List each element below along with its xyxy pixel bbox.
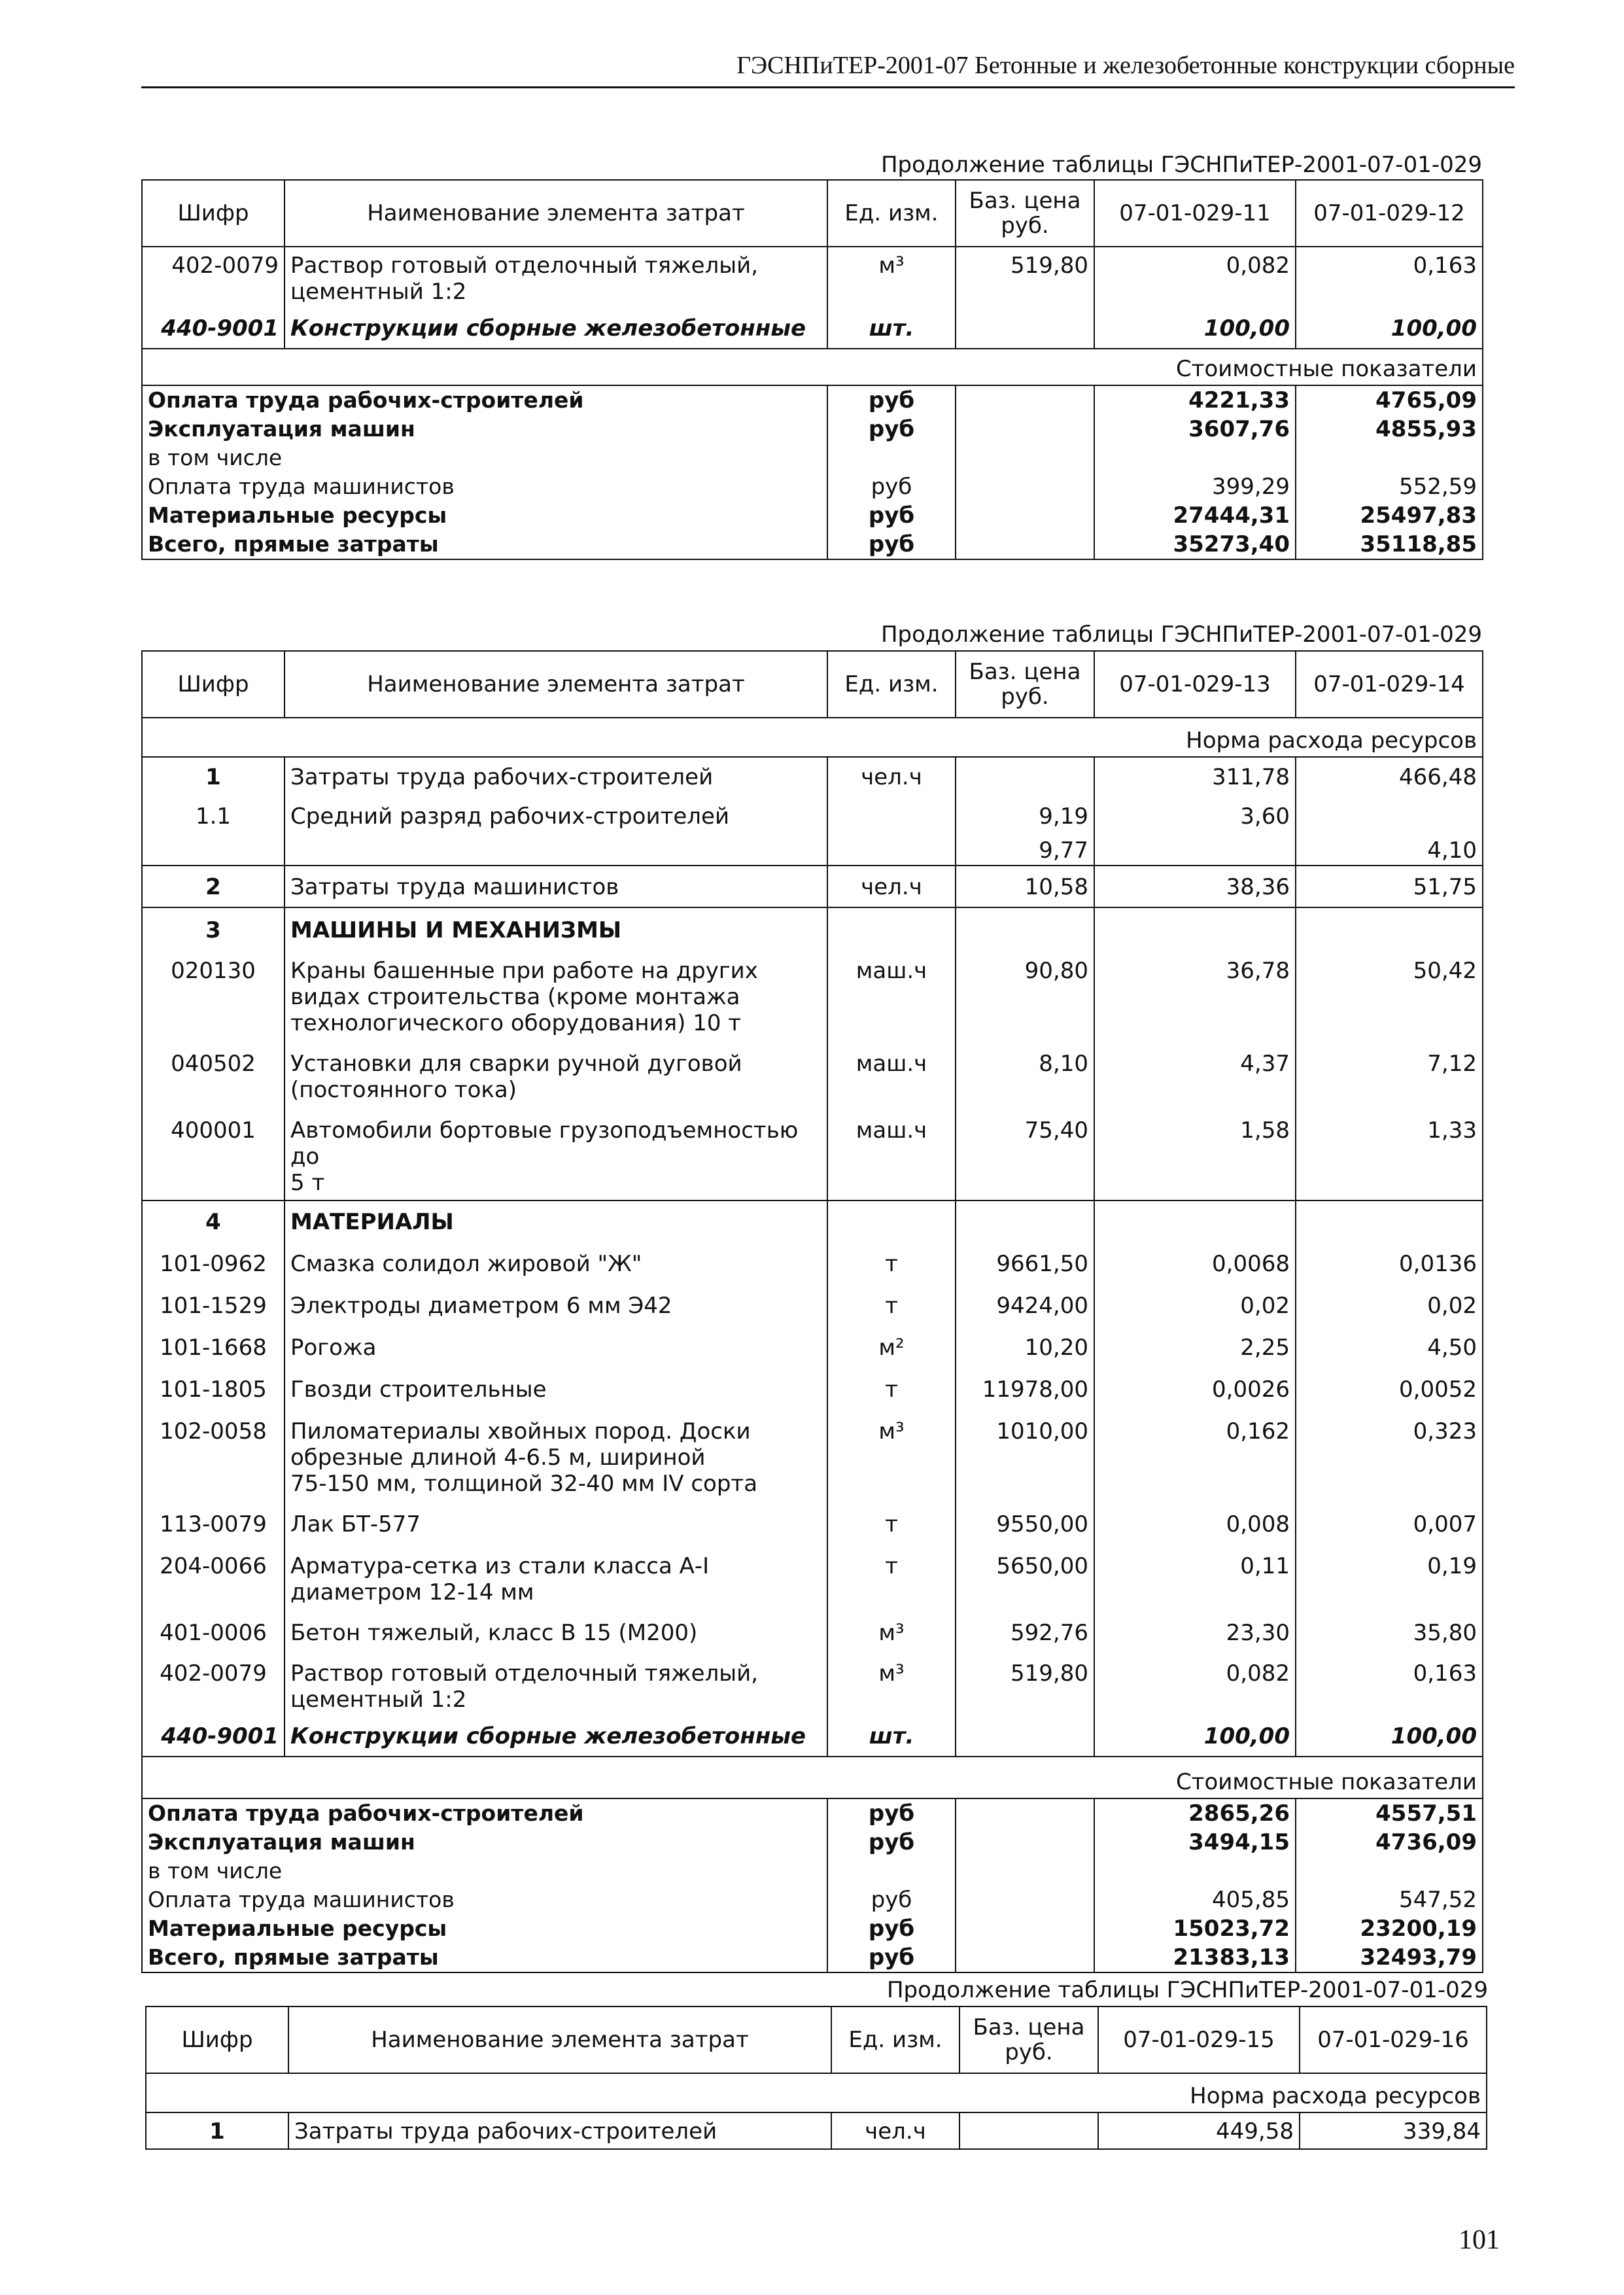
table-row: 101-1805 Гвозди строительные т 11978,00 0,0026 0,0052 bbox=[142, 1362, 1483, 1404]
header-col-b: 07-01-029-14 bbox=[1296, 651, 1483, 718]
table-row: 040502 Установки для сварки ручной дуговой (постоянного тока) маш.ч 8,10 4,37 7,12 bbox=[142, 1038, 1483, 1104]
cost-row: в том числе bbox=[142, 444, 1483, 472]
table3-header-row bbox=[146, 2006, 1487, 2073]
table1-header-row bbox=[142, 180, 1483, 247]
cost-row: Всего, прямые затраты руб 35273,40 35118,85 bbox=[142, 530, 1483, 559]
header-name: Наименование элемента затрат bbox=[285, 651, 827, 718]
machines-title-row: 3 МАШИНЫ И МЕХАНИЗМЫ bbox=[142, 907, 1483, 945]
table-row: 440-9001 Конструкции сборные железобетонные шт. 100,00 100,00 bbox=[142, 1714, 1483, 1757]
table-row: 1.1 Средний разряд рабочих-строителей 9,19 3,60 bbox=[142, 792, 1483, 831]
cost-row: Материальные ресурсы руб 15023,72 23200,19 bbox=[142, 1914, 1483, 1943]
header-price: Баз. цена руб. bbox=[956, 651, 1094, 718]
table-row: 9,77 4,10 bbox=[142, 831, 1483, 866]
table-row: 402-0079 Раствор готовый отделочный тяжелый, цементный 1:2 м³ 519,80 0,082 0,163 bbox=[142, 247, 1483, 306]
header-price: Баз. цена руб. bbox=[959, 2006, 1098, 2073]
header-code: Шифр bbox=[146, 2006, 288, 2073]
header-col-a: 07-01-029-15 bbox=[1098, 2006, 1300, 2073]
table-row: 020130 Краны башенные при работе на других видах строительства (кроме монтажа технологического оборудования) 10 т маш.ч 90,80 36,78 50,42 bbox=[142, 945, 1483, 1038]
page-header: ГЭСНПиТЕР-2001-07 Бетонные и железобетонные конструкции сборные bbox=[141, 51, 1515, 88]
header-code: Шифр bbox=[142, 180, 285, 247]
table3 bbox=[145, 2006, 1487, 2150]
header-price: Баз. цена руб. bbox=[956, 180, 1094, 247]
cost-row: Эксплуатация машин руб 3607,76 4855,93 bbox=[142, 415, 1483, 444]
table-row: 101-1529 Электроды диаметром 6 мм Э42 т 9424,00 0,02 0,02 bbox=[142, 1278, 1483, 1320]
header-unit: Ед. изм. bbox=[827, 651, 956, 718]
norm-title-row: Норма расхода ресурсов bbox=[146, 2073, 1487, 2112]
section-title-row: Стоимостные показатели bbox=[142, 349, 1483, 385]
header-unit: Ед. изм. bbox=[831, 2006, 959, 2073]
table2 bbox=[141, 650, 1483, 1973]
header-col-a: 07-01-029-11 bbox=[1094, 180, 1296, 247]
table-row: 400001 Автомобили бортовые грузоподъемностью до 5 т маш.ч 75,40 1,58 1,33 bbox=[142, 1104, 1483, 1200]
cost-row: в том числе bbox=[142, 1857, 1483, 1885]
table3-caption: Продолжение таблицы ГЭСНПиТЕР-2001-07-01-029 bbox=[886, 1977, 1488, 2003]
table-row: 402-0079 Раствор готовый отделочный тяжелый, цементный 1:2 м³ 519,80 0,082 0,163 bbox=[142, 1647, 1483, 1714]
table-row: 1 Затраты труда рабочих-строителей чел.ч 449,58 339,84 bbox=[146, 2112, 1487, 2149]
table-row: 2 Затраты труда машинистов чел.ч 10,58 38,36 51,75 bbox=[142, 866, 1483, 907]
header-unit: Ед. изм. bbox=[827, 180, 956, 247]
cost-row: Материальные ресурсы руб 27444,31 25497,83 bbox=[142, 501, 1483, 530]
table-row: 101-1668 Рогожа м² 10,20 2,25 4,50 bbox=[142, 1320, 1483, 1362]
page-number: 101 bbox=[1459, 2225, 1500, 2255]
header-name: Наименование элемента затрат bbox=[288, 2006, 831, 2073]
table-row: 204-0066 Арматура-сетка из стали класса А-I диаметром 12-14 мм т 5650,00 0,11 0,19 bbox=[142, 1539, 1483, 1607]
header-col-a: 07-01-029-13 bbox=[1094, 651, 1296, 718]
table-row: 401-0006 Бетон тяжелый, класс В 15 (М200) м³ 592,76 23,30 35,80 bbox=[142, 1607, 1483, 1647]
table1-caption: Продолжение таблицы ГЭСНПиТЕР-2001-07-01-029 bbox=[880, 152, 1482, 178]
table-row: 1 Затраты труда рабочих-строителей чел.ч 311,78 466,48 bbox=[142, 757, 1483, 792]
table2-caption: Продолжение таблицы ГЭСНПиТЕР-2001-07-01-029 bbox=[880, 622, 1482, 648]
cost-row: Оплата труда рабочих-строителей руб 2865,26 4557,51 bbox=[142, 1798, 1483, 1828]
table-row: 440-9001 Конструкции сборные железобетонные шт. 100,00 100,00 bbox=[142, 306, 1483, 349]
cost-row: Оплата труда рабочих-строителей руб 4221,33 4765,09 bbox=[142, 385, 1483, 415]
norm-title-row: Норма расхода ресурсов bbox=[142, 718, 1483, 757]
table1 bbox=[141, 179, 1483, 560]
materials-title-row: 4 МАТЕРИАЛЫ bbox=[142, 1200, 1483, 1236]
cost-row: Эксплуатация машин руб 3494,15 4736,09 bbox=[142, 1828, 1483, 1857]
table-row: 101-0962 Смазка солидол жировой "Ж" т 9661,50 0,0068 0,0136 bbox=[142, 1236, 1483, 1278]
cost-row: Всего, прямые затраты руб 21383,13 32493,79 bbox=[142, 1943, 1483, 1972]
table2-header-row bbox=[142, 651, 1483, 718]
table-row: 102-0058 Пиломатериалы хвойных пород. Доски обрезные длиной 4-6.5 м, шириной 75-150 мм, толщиной 32-40 мм IV сорта м³ 1010,00 0,162 0,323 bbox=[142, 1404, 1483, 1498]
header-code: Шифр bbox=[142, 651, 285, 718]
header-name: Наименование элемента затрат bbox=[285, 180, 827, 247]
header-col-b: 07-01-029-12 bbox=[1296, 180, 1483, 247]
header-col-b: 07-01-029-16 bbox=[1300, 2006, 1487, 2073]
section-title-row: Стоимостные показатели bbox=[142, 1757, 1483, 1798]
cost-row: Оплата труда машинистов руб 405,85 547,52 bbox=[142, 1885, 1483, 1914]
cost-row: Оплата труда машинистов руб 399,29 552,59 bbox=[142, 472, 1483, 501]
table-row: 113-0079 Лак БТ-577 т 9550,00 0,008 0,007 bbox=[142, 1498, 1483, 1539]
